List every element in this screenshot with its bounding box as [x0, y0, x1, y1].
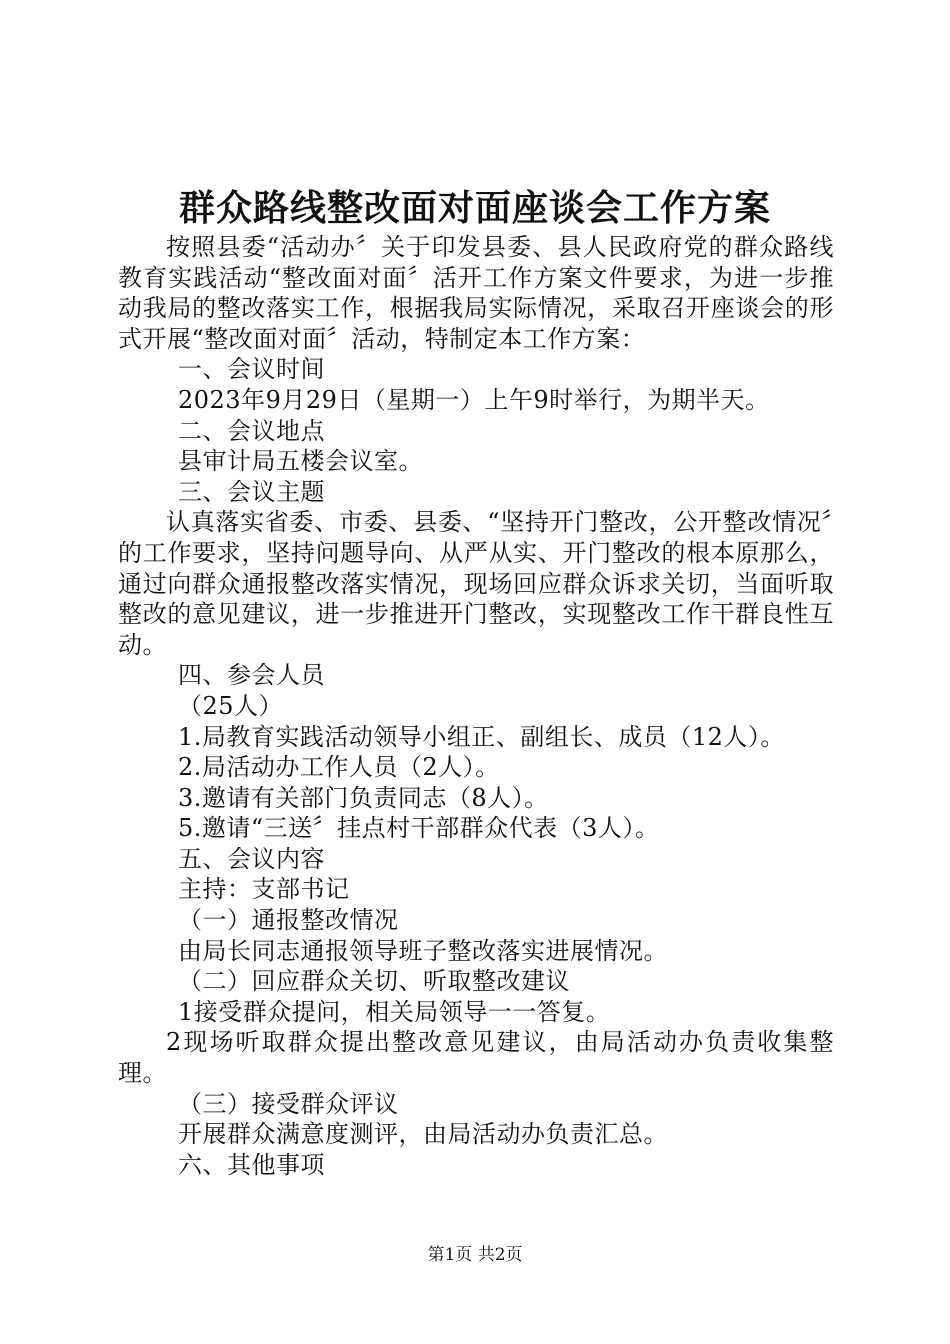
content-subheading: （一）通报整改情况 — [178, 906, 399, 935]
section-heading-time: 一、会议时间 — [178, 355, 325, 384]
attendee-item: 2.局活动办工作人员（2人）。 — [178, 753, 500, 782]
content-subheading: （三）接受群众评议 — [178, 1089, 399, 1118]
attendee-item: 3.邀请有关部门负责同志（8人）。 — [178, 783, 549, 812]
section-heading-other: 六、其他事项 — [178, 1150, 325, 1179]
content-text: 2现场听取群众提出整改意见建议，由局活动办负责收集整理。 — [118, 1028, 834, 1088]
section-heading-theme: 三、会议主题 — [178, 477, 325, 506]
intro-paragraph: 按照县委“活动办〞关于印发县委、县人民政府党的群众路线教育实践活动“整改面对面〞活开工作方案文件要求，为进一步推动我局的整改落实工作，根据我局实际情况，采取召开座谈会的形式开展“整改面对面〞活动，特制定本工作方案： — [118, 233, 834, 353]
content-text: 1接受群众提问，相关局领导一一答复。 — [178, 997, 611, 1026]
content-text: 开展群众满意度测评，由局活动办负责汇总。 — [178, 1120, 668, 1149]
attendee-count: （25人） — [178, 691, 284, 720]
content-subheading: （二）回应群众关切、听取整改建议 — [178, 967, 570, 996]
document-body — [118, 232, 834, 1180]
section-heading-attendees: 四、参会人员 — [178, 661, 325, 690]
attendee-item: 1.局教育实践活动领导小组正、副组长、成员（12人）。 — [178, 722, 785, 751]
document-title: 群众路线整改面对面座谈会工作方案 — [178, 187, 771, 229]
section-heading-location: 二、会议地点 — [178, 416, 325, 445]
page-footer: 第1页 共2页 — [427, 1245, 523, 1265]
content-text: 由局长同志通报领导班子整改落实进展情况。 — [178, 936, 668, 965]
meeting-time-text: 2023年9月29日（星期一）上午9时举行，为期半天。 — [178, 385, 770, 414]
attendee-item: 5.邀请“三送〞挂点村干部群众代表（3人）。 — [178, 814, 660, 843]
host-line: 主持：支部书记 — [178, 875, 350, 904]
meeting-theme-paragraph: 认真落实省委、市委、县委、“坚持开门整改，公开整改情况〞的工作要求，坚持问题导向、从严从实、开门整改的根本原那么，通过向群众通报整改落实情况，现场回应群众诉求关切，当面听取整改的意见建议，进一步推进开门整改，实现整改工作干群良性互动。 — [118, 508, 834, 659]
meeting-location-text: 县审计局五楼会议室。 — [178, 447, 423, 476]
section-heading-content: 五、会议内容 — [178, 844, 325, 873]
